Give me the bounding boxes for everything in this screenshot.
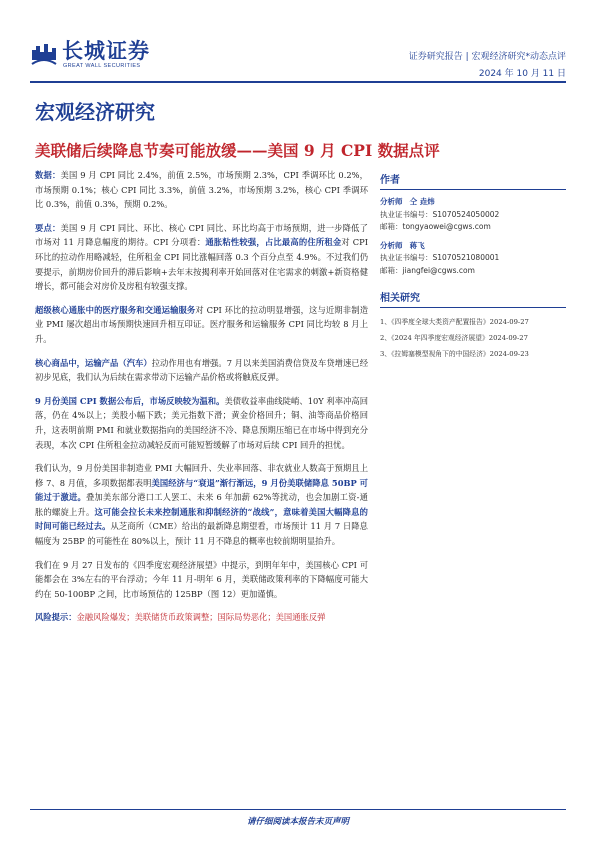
cert-label: 执业证书编号： bbox=[380, 253, 433, 262]
analyst-name: 仝 垚炜 bbox=[409, 197, 435, 206]
section-title: 宏观经济研究 bbox=[35, 100, 155, 124]
para-text: 美国 9 月 CPI 同比、环比、核心 CPI 同比、环比均高于市场预期，进一步降低了市场对 11 月降息幅度的期待。CPI 分项看： bbox=[35, 222, 368, 248]
main-content bbox=[35, 168, 368, 634]
para-tail: 美债收益率曲线陡峭、10Y 利率冲高回落，仍在 4%以上；美股小幅下跌；美元指数下滑；黄金价格回升；铜、油等商品价格回升，这表明前期 PMI 和就业数据指向的美国经济不冷、降息预期压缩已在市场中得到充分表现，本次 CPI 住所租金拉动减轻反而可能短暂缓解了市场对后续 CPI 回升的担忧。 bbox=[35, 395, 368, 450]
footer-divider bbox=[30, 809, 566, 810]
email-link[interactable]: jiangfei@cgws.com bbox=[402, 265, 475, 275]
paragraph-data bbox=[35, 168, 368, 212]
para-bold: 9 月份美国 CPI 数据公布后，市场反映较为温和。 bbox=[35, 395, 225, 406]
brand-name-en: GREAT WALL SECURITIES bbox=[63, 63, 141, 69]
analyst-email bbox=[380, 221, 566, 234]
related-heading: 相关研究 bbox=[380, 289, 566, 308]
brand-name-cn: 长城证券 bbox=[62, 38, 150, 63]
para-bold: 通胀粘性较强，占比最高的住所租金 bbox=[205, 237, 342, 248]
great-wall-logo-icon bbox=[30, 40, 58, 68]
cert-number: S1070524050002 bbox=[432, 209, 500, 219]
para-label: 数据： bbox=[35, 170, 61, 180]
related-item[interactable]: 3、《拉姆塞模型视角下的中国经济》2024-09-23 bbox=[380, 350, 529, 358]
email-label: 邮箱： bbox=[380, 265, 403, 275]
para-bold-2: 这可能会拉长未来控制通胀和抑制经济的“战线”，意味着美国大幅降息的时间可能已经过去。 bbox=[35, 506, 368, 532]
paragraph-market bbox=[35, 394, 368, 452]
analyst-email bbox=[380, 265, 566, 278]
para-bold-2: 运输产品（汽车） bbox=[85, 357, 152, 368]
cert-label: 执业证书编号： bbox=[380, 209, 433, 219]
para-tail: 拉动作用也有增强。7 月以来美国消费信贷及车贷增速已经初步见底，我们认为后续在需求带动下运输产品价格或将触底反弹。 bbox=[35, 357, 368, 383]
paragraph-key-points bbox=[35, 221, 368, 294]
risk-label: 风险提示： bbox=[35, 612, 77, 623]
risk-warning bbox=[35, 610, 368, 625]
analyst-row bbox=[380, 240, 566, 253]
para-tail: 叠加美东部分港口工人罢工、未来 6 年加薪 62%等扰动，也会加剧工资-通胀的螺旋上升。 bbox=[35, 492, 368, 517]
analyst-cert bbox=[380, 252, 566, 265]
report-category: 证券研究报告 | 宏观经济研究*动态点评 bbox=[408, 52, 566, 62]
para-label: 要点： bbox=[35, 222, 61, 233]
report-date: 2024 年 10 月 11 日 bbox=[478, 69, 566, 79]
analyst-role: 分析师 bbox=[380, 240, 403, 250]
paragraph-super-core bbox=[35, 303, 368, 347]
para-bold: 核心商品中， bbox=[35, 357, 86, 368]
para-text: 美国 9 月 CPI 同比 2.4%，前值 2.5%，市场预期 2.3%，CPI 季调环比 0.2%，市场预期 0.1%；核心 CPI 同比 3.3%，前值 3.2%，市场预期 3.2%，核心 CPI 季调环比 0.3%，前值 0.3%，预期 0.2%。 bbox=[35, 170, 368, 210]
risk-text: 金融风险爆发；美联储货币政策调整；国际局势恶化；美国通胀反弹 bbox=[76, 612, 326, 623]
para-tail: 对 CPI 环比的拉动明显增强，这与近期非制造业 PMI 屡次超出市场预期快速回升相互印证。医疗服务和运输服务 CPI 同比均较 8 月上升。 bbox=[35, 304, 368, 344]
para-bold: 美国经济与“衰退”渐行渐远，9 月份美联储降息 50BP 可能过于激进。 bbox=[35, 477, 368, 503]
email-link[interactable]: tongyaowei@cgws.com bbox=[402, 222, 491, 231]
paragraph-outlook bbox=[35, 558, 368, 602]
analyst-role: 分析师 bbox=[380, 197, 403, 206]
analyst-row bbox=[380, 196, 566, 209]
cert-number: S1070521080001 bbox=[432, 253, 500, 262]
report-title: 美联储后续降息节奏可能放缓——美国 9 月 CPI 数据点评 bbox=[35, 141, 440, 160]
sidebar bbox=[380, 171, 566, 362]
para-tail-2: 从芝商所（CME）给出的最新降息期望看，市场预计 11 月 7 日降息幅度为 25BP 的可能性在 80%以上，预计 11 月不降息的概率也较前期明显抬升。 bbox=[35, 521, 368, 547]
para-tail: 对 CPI 环比的拉动作用略减轻，住所租金 CPI 同比涨幅回落 0.3 个百分点至 4.9%。不过我们仍要提示，前期房价回升的滞后影响+去年末按揭利率开始回落对住宅需求的刺激+新资格健增长，都可能会对房价及房租有较强支撑。 bbox=[35, 237, 368, 292]
footer-disclaimer: 请仔细阅读本报告末页声明 bbox=[246, 817, 349, 827]
related-item[interactable]: 1、《四季度全球大类资产配置报告》2024-09-27 bbox=[380, 318, 529, 326]
email-label: 邮箱： bbox=[380, 222, 403, 231]
related-item[interactable]: 2、《2024 年四季度宏观经济展望》2024-09-27 bbox=[380, 334, 528, 342]
para-text: 我们认为，9 月份美国非制造业 PMI 大幅回升、失业率回落、非农就业人数高于预期且上修 7、8 月值，多项数据都表明 bbox=[35, 463, 368, 488]
analyst-name: 蒋飞 bbox=[409, 240, 425, 250]
analyst-block bbox=[380, 240, 566, 278]
paragraph-core-goods bbox=[35, 356, 368, 385]
para-text: 我们在 9 月 27 日发布的《四季度宏观经济展望》中提示，到明年年中，美国核心 CPI 可能都会在 3%左右的平台浮动；今年 11 月-明年 6 月，美联储政策利率的下降幅度可能大约在 50-100BP 之间，比市场预估的 125BP（图 12）更加谨慎。 bbox=[35, 559, 368, 599]
analyst-cert bbox=[380, 209, 566, 222]
brand-logo bbox=[30, 38, 160, 72]
analyst-block bbox=[380, 196, 566, 234]
header-divider bbox=[30, 81, 566, 83]
para-bold: 超级核心通胀中的医疗服务和交通运输服务 bbox=[35, 304, 196, 315]
paragraph-view bbox=[35, 461, 368, 549]
author-heading: 作者 bbox=[380, 171, 566, 190]
